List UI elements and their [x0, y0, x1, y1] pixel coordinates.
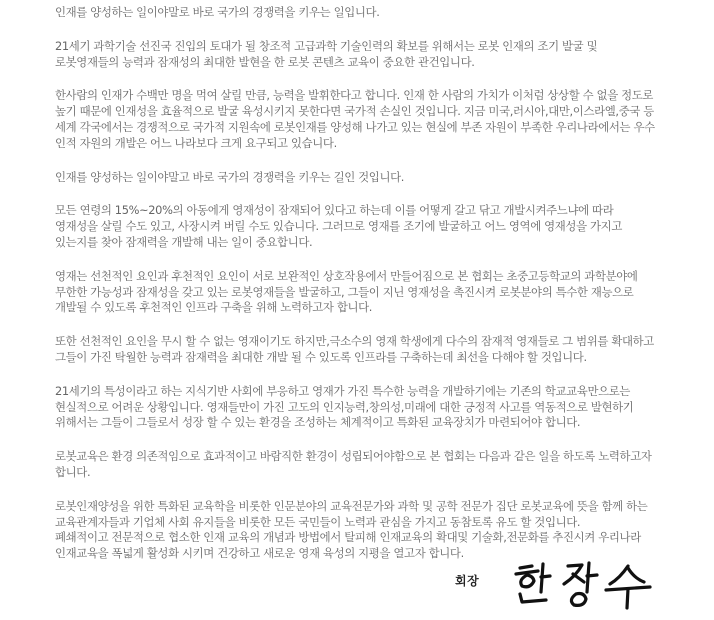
- paragraph: 모든 연령의 15%~20%의 아동에게 영재성이 잠재되어 있다고 하는데 이를 어떻게 갈고 닦고 개발시켜주느냐에 따라 영재성을 살릴 수도 있고, 사장시켜 버릴 수도 있습니다. 그러므로 영재를 조기에 발굴하고 어느 영역에 영재성을 가지고 있는지를 찾아 잠재력을 개발해 내는 일이 중요합니다.: [55, 203, 622, 249]
- paragraph: 영재는 선천적인 요인과 후천적인 요인이 서로 보완적인 상호작용에서 만들어짐으로 본 협회는 초중고등학교의 과학분야에 무한한 가능성과 잠재성을 갖고 있는 로봇영재들을 발굴하고, 그들이 지닌 영재성을 촉진시켜 로봇분야의 특수한 재능으로 개발될 수 있도록 후천적인 인프라 구축을 위해 노력하고자 합니다.: [55, 268, 638, 315]
- paragraph: 인재를 양성하는 일이야말로 바로 국가의 경쟁력을 키우는 일입니다.: [55, 5, 380, 19]
- paragraph: 21세기 과학기술 선진국 진입의 토대가 될 창조적 고급과학 기술인력의 확보를 위해서는 로봇 인재의 조기 발굴 및 로봇영재들의 능력과 잠재성의 최대한 발현을 한 로봇 콘텐츠 교육이 중요한 관건입니다.: [55, 38, 598, 69]
- paragraph: 한사람의 인재가 수백만 명을 먹여 살릴 만큼, 능력을 발휘한다고 합니다. 인재 한 사람의 가치가 이처럼 상상할 수 없을 정도로 높기 때문에 인재성을 효율적으로 발굴 육성시키지 못한다면 국가적 손실인 것입니다. 지금 미국,러시아,대만,이스라엘,중국 등 세계 각국에서는 경쟁적으로 국가적 지원속에 로봇인재를 양성해 나가고 있는 현실에 부존 자원이 부족한 우리나라에서는 우수 인적 자원의 개발은 어느 나라보다 크게 요구되고 있습니다.: [55, 88, 655, 150]
- paragraph: 인재를 양성하는 일이야말고 바로 국가의 경쟁력을 키우는 길인 것입니다.: [55, 169, 405, 184]
- message-body: [55, 5, 659, 580]
- paragraph: 21세기의 특성이라고 하는 지식기반 사회에 부응하고 영재가 가진 특수한 능력을 개발하기에는 기존의 학교교육만으로는 현실적으로 어려운 상황입니다. 영재들만이 가진 고도의 인지능력,창의성,미래에 대한 긍정적 사고를 역동적으로 발현하기 위해서는 그들이 그들로서 성장 할 수 있는 환경을 조성하는 체계적이고 특화된 교육장치가 마련되어야 합니다.: [55, 383, 634, 430]
- signature-title: 회장: [455, 574, 480, 588]
- signature-block: [455, 560, 685, 615]
- paragraph: 로봇교육은 환경 의존적임으로 효과적이고 바람직한 환경이 성립되어야함으로 본 협회는 다음과 같은 일을 하도록 노력하고자 합니다.: [55, 449, 652, 479]
- handwritten-signature: [510, 560, 685, 610]
- paragraph: 로봇인재양성을 위한 특화된 교육학을 비롯한 인문분야의 교육전문가와 과학 및 공학 전문가 집단 로봇교육에 뜻을 함께 하는 교육관계자들과 기업체 사회 유지들을 비롯한 모든 국민들이 노력과 관심을 가지고 동참토록 유도 할 것입니다. 폐쇄적이고 전문적으로 협소한 인재 교육의 개념과 방법에서 탈피해 인재교육의 확대및 기술화,전문화를 추진시켜 우리나라 인재교육을 폭넓게 활성화 시키며 건강하고 새로운 영재 육성의 지평을 열고자 합니다.: [55, 498, 648, 561]
- paragraph: 또한 선천적인 요인을 무시 할 수 없는 영재이기도 하지만,극소수의 영재 학생에게 다수의 잠재적 영재들로 그 범위를 확대하고 그들이 가진 탁월한 능력과 잠재력을 최대한 개발 될 수 있도록 인프라를 구축하는데 최선을 다해야 할 것입니다.: [55, 334, 654, 364]
